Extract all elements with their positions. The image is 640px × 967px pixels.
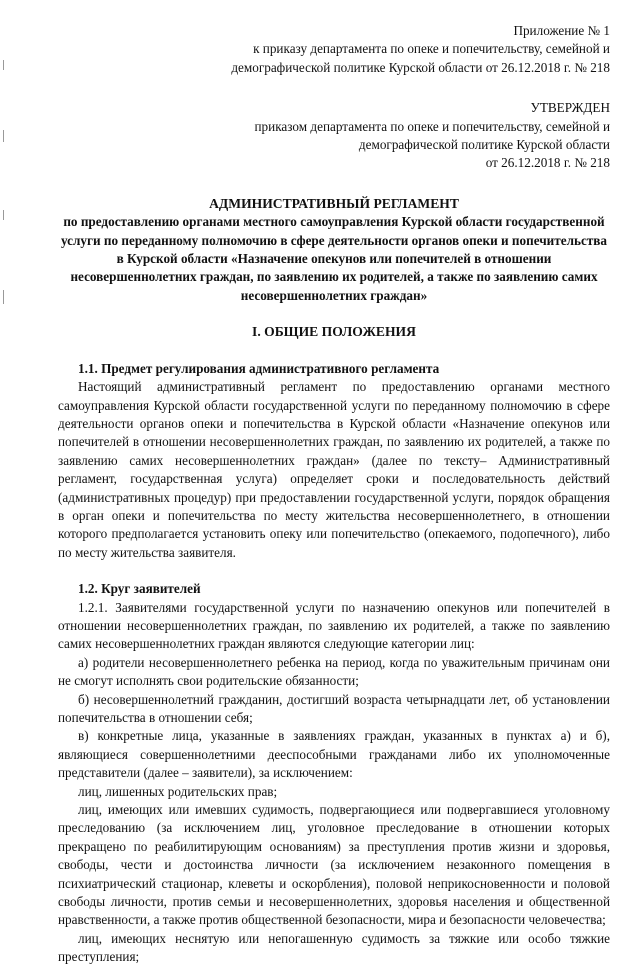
section-1-title: I. ОБЩИЕ ПОЛОЖЕНИЯ	[252, 324, 416, 340]
appendix-line-1: Приложение № 1	[513, 23, 610, 38]
margin-mark	[3, 60, 4, 70]
paragraph: в) конкретные лица, указанные в заявлениях граждан, указанных в пунктах а) и б), являющиеся совершеннолетними дееспособными гражданами либо их уполномоченные представители (далее – заявители), за исключением:	[58, 728, 610, 781]
subsection-1-1-heading: 1.1. Предмет регулирования административного регламента	[78, 360, 440, 376]
approved-line-1: УТВЕРЖДЕН	[530, 100, 610, 116]
margin-mark	[3, 210, 4, 220]
approved-line-4: от 26.12.2018 г. № 218	[485, 155, 610, 171]
appendix-block	[58, 22, 610, 77]
document-title: АДМИНИСТРАТИВНЫЙ РЕГЛАМЕНТ	[209, 195, 459, 211]
paragraph: а) родители несовершеннолетнего ребенка на период, когда по уважительным причинам они не смогут исполнять свои родительские обязанности;	[58, 654, 610, 689]
paragraph: лиц, имеющих неснятую или непогашенную судимость за тяжкие или особо тяжкие преступления;	[58, 930, 610, 965]
margin-mark	[3, 130, 4, 142]
paragraph: 1.2.1. Заявителями государственной услуги по назначению опекунов или попечителей в отношении несовершеннолетних граждан, по заявлению их родителей, а также по заявлению самих несовершеннолетних граждан являются следующие категории лиц:	[58, 599, 610, 652]
margin-mark	[3, 290, 4, 304]
document-subtitle: по предоставлению органами местного самоуправления Курской области государственной услуги по переданному полномочию в сфере деятельности органов опеки и попечительства в Курской области «Назначение опекунов или попечителей в отношении несовершеннолетних граждан, по заявлению их родителей, а также по заявлению самих несовершеннолетних граждан»	[60, 214, 608, 303]
margin-marks	[2, 60, 6, 360]
paragraph: лиц, лишенных родительских прав;	[78, 783, 278, 799]
subsection-1-1-paragraph: Настоящий административный регламент по предоставлению органами местного самоуправления Курской области государственной услуги по переданному полномочию в сфере деятельности органов опеки и попечительства в Курской области «Назначение опекунов или попечителей в отношении несовершеннолетних граждан, по заявлению их родителей, а также по заявлению самих несовершеннолетних граждан» (далее по тексту– Административный регламент, государственная услуга) определяет сроки и последовательность действий (административных процедур) при предоставлении государственной услуги, порядок обращения в орган опеки и попечительства по месту жительства несовершеннолетнего, в отношении которого предполагается установить опеку или попечительство (опекаемого, подопечного), либо по месту жительства заявителя.	[58, 379, 610, 560]
subsection-1-2-heading: 1.2. Круг заявителей	[78, 581, 201, 597]
approved-line-2: приказом департамента по опеке и попечительству, семейной и	[254, 118, 610, 134]
approved-line-3: демографической политике Курской области	[358, 137, 610, 153]
paragraph: лиц, имеющих или имевших судимость, подвергающиеся или подвергавшиеся уголовному преследованию (за исключением лиц, уголовное преследование в отношении которых прекращено по реабилитирующим основаниям) за преступления против жизни и здоровья, свободы, чести и достоинства личности (за исключением незаконного помещения в психиатрический стационар, клеветы и оскорбления), половой неприкосновенности и половой свободы личности, против семьи и несовершеннолетних, здоровья населения и общественной нравственности, а также против общественной безопасности, мира и безопасности человечества;	[58, 802, 610, 928]
appendix-line-2: к приказу департамента по опеке и попечительству, семейной и	[253, 41, 610, 57]
paragraph: б) несовершеннолетний гражданин, достигший возраста четырнадцати лет, об установлении попечительства в отношении себя;	[58, 691, 610, 725]
appendix-line-3: демографической политике Курской области от 26.12.2018 г. № 218	[231, 59, 610, 75]
approved-block	[58, 99, 610, 173]
document-page	[58, 22, 610, 967]
